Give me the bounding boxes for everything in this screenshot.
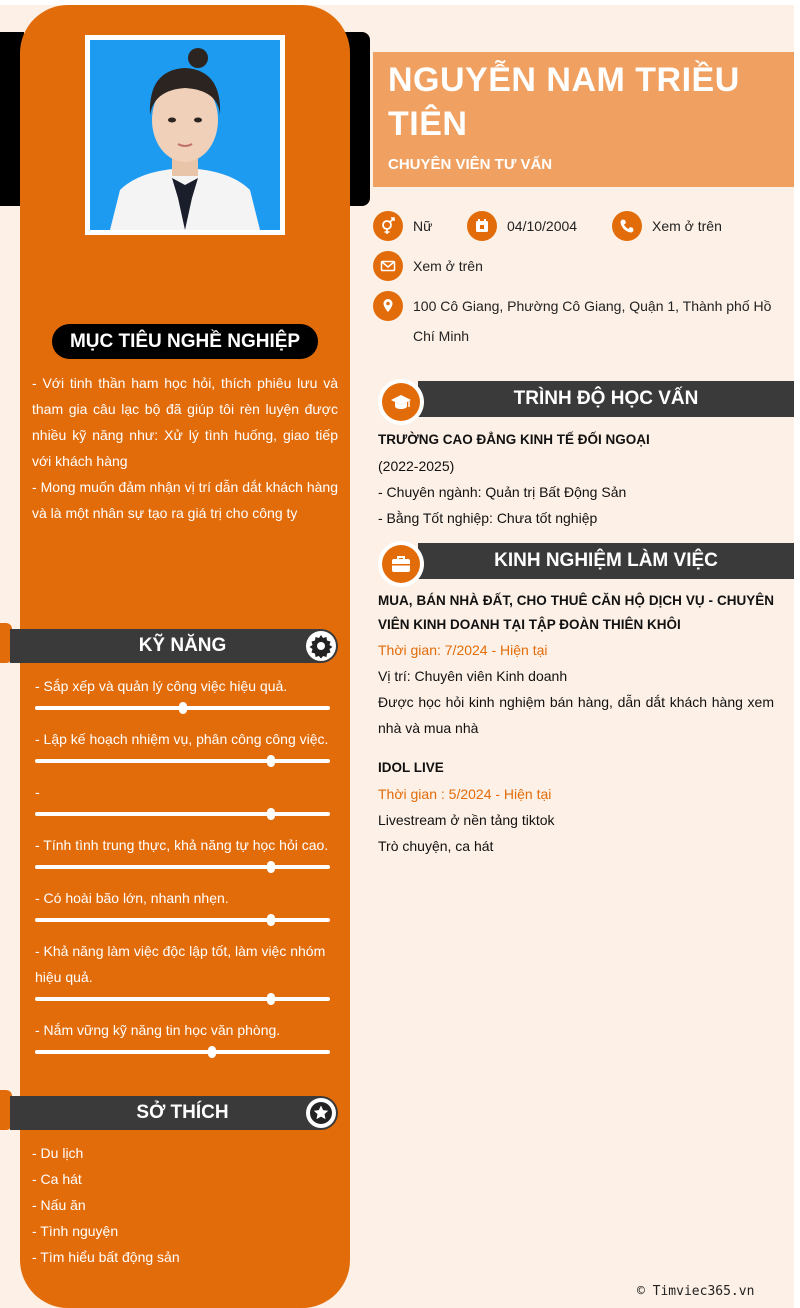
full-name: NGUYỄN NAM TRIỀU TIÊN <box>388 61 740 143</box>
experience-line: Trò chuyện, ca hát <box>378 838 494 854</box>
experience-line: Được học hỏi kinh nghiệm bán hàng, dẫn dắt khách hàng xem nhà và mua nhà <box>378 694 774 736</box>
skills-title: KỸ NĂNG <box>138 635 227 656</box>
school-name: TRƯỜNG CAO ĐẲNG KINH TẾ ĐỐI NGOẠI <box>378 432 650 447</box>
objective-line: - Với tinh thần ham học hỏi, thích phiêu lưu và tham gia câu lạc bộ đã giúp tôi rèn luyện được nhiều kỹ năng như: Xử lý tình huống, giao tiếp với khách hàng <box>32 375 338 469</box>
skill-bar <box>35 865 330 869</box>
skill-bar <box>35 812 330 816</box>
email-icon <box>373 251 403 281</box>
hobby-item: - Ca hát <box>32 1171 82 1187</box>
objective-line: - Mong muốn đảm nhận vị trí dẫn dắt khách hàng và là một nhân sự tạo ra giá trị cho công ty <box>32 479 338 521</box>
graduation-cap-icon <box>378 379 424 425</box>
experience-line: Livestream ở nền tảng tiktok <box>378 812 555 828</box>
skill-level-marker <box>267 755 275 767</box>
skill-label: - <box>35 784 40 800</box>
skill-level-marker <box>267 808 275 820</box>
education-body <box>378 427 774 531</box>
objective-title: MỤC TIÊU NGHỀ NGHIỆP <box>52 324 318 359</box>
skill-label: - Nắm vững kỹ năng tin học văn phòng. <box>35 1022 281 1038</box>
hobbies-list <box>32 1140 180 1270</box>
hobbies-header <box>10 1096 338 1130</box>
skill-level-marker <box>179 702 187 714</box>
gender-icon <box>373 211 403 241</box>
experience-line: Vị trí: Chuyên viên Kinh doanh <box>378 668 568 684</box>
objective-text <box>32 370 338 526</box>
footer-credit: © Timviec365.vn <box>637 1284 755 1299</box>
hobby-item: - Nấu ăn <box>32 1197 86 1213</box>
job-title: CHUYÊN VIÊN TƯ VẤN <box>388 156 553 173</box>
experience-title: KINH NGHIỆM LÀM VIỆC <box>418 543 794 579</box>
experience-item <box>378 589 774 741</box>
address-value: 100 Cô Giang, Phường Cô Giang, Quận 1, Thành phố Hồ Chí Minh <box>413 298 772 344</box>
experience-header <box>378 541 794 581</box>
star-icon <box>306 1098 336 1128</box>
email-value: Xem ở trên <box>413 258 483 274</box>
skill-bar <box>35 997 330 1001</box>
experience-time: Thời gian: 7/2024 - Hiện tại <box>378 642 548 658</box>
skill-label: - Có hoài bão lớn, nhanh nhẹn. <box>35 890 229 906</box>
skill-label: - Khả năng làm việc độc lập tốt, làm việc nhóm hiệu quả. <box>35 943 326 985</box>
hobbies-title: SỞ THÍCH <box>136 1102 229 1123</box>
calendar-icon <box>467 211 497 241</box>
briefcase-icon <box>378 541 424 587</box>
skill-level-marker <box>267 993 275 1005</box>
hobby-item: - Du lịch <box>32 1145 84 1161</box>
skill-label: - Lập kế hoạch nhiệm vụ, phân công công việc. <box>35 731 329 747</box>
experience-time: Thời gian : 5/2024 - Hiện tại <box>378 786 552 802</box>
gender-value: Nữ <box>413 218 433 234</box>
experience-heading: MUA, BÁN NHÀ ĐẤT, CHO THUÊ CĂN HỘ DỊCH VỤ - CHUYÊN VIÊN KINH DOANH TẠI TẬP ĐOÀN THIÊN KHÔI <box>378 593 774 632</box>
birthday-value: 04/10/2004 <box>507 218 578 234</box>
skill-bar <box>35 1050 330 1054</box>
skill-bar <box>35 759 330 763</box>
skill-level-marker <box>267 861 275 873</box>
education-title: TRÌNH ĐỘ HỌC VẤN <box>418 381 794 417</box>
skill-level-marker <box>267 914 275 926</box>
phone-icon <box>612 211 642 241</box>
profile-photo <box>85 35 285 235</box>
education-detail: - Bằng Tốt nghiệp: Chưa tốt nghiệp <box>378 510 598 526</box>
skill-level-marker <box>208 1046 216 1058</box>
education-period: (2022-2025) <box>378 458 455 474</box>
skill-bar <box>35 706 330 710</box>
education-detail: - Chuyên ngành: Quản trị Bất Động Sản <box>378 484 627 500</box>
hobby-item: - Tình nguyện <box>32 1223 119 1239</box>
hobby-item: - Tìm hiểu bất động sản <box>32 1249 180 1265</box>
skill-label: - Sắp xếp và quản lý công việc hiệu quả. <box>35 678 288 694</box>
gear-icon <box>306 631 336 661</box>
location-icon <box>373 291 403 321</box>
skill-label: - Tính tình trung thực, khả năng tự học hỏi cao. <box>35 837 329 853</box>
skill-bar <box>35 918 330 922</box>
phone-value: Xem ở trên <box>652 218 722 234</box>
experience-heading: IDOL LIVE <box>378 760 444 775</box>
education-header <box>378 379 794 419</box>
skills-header <box>10 629 338 663</box>
experience-item <box>378 755 774 859</box>
